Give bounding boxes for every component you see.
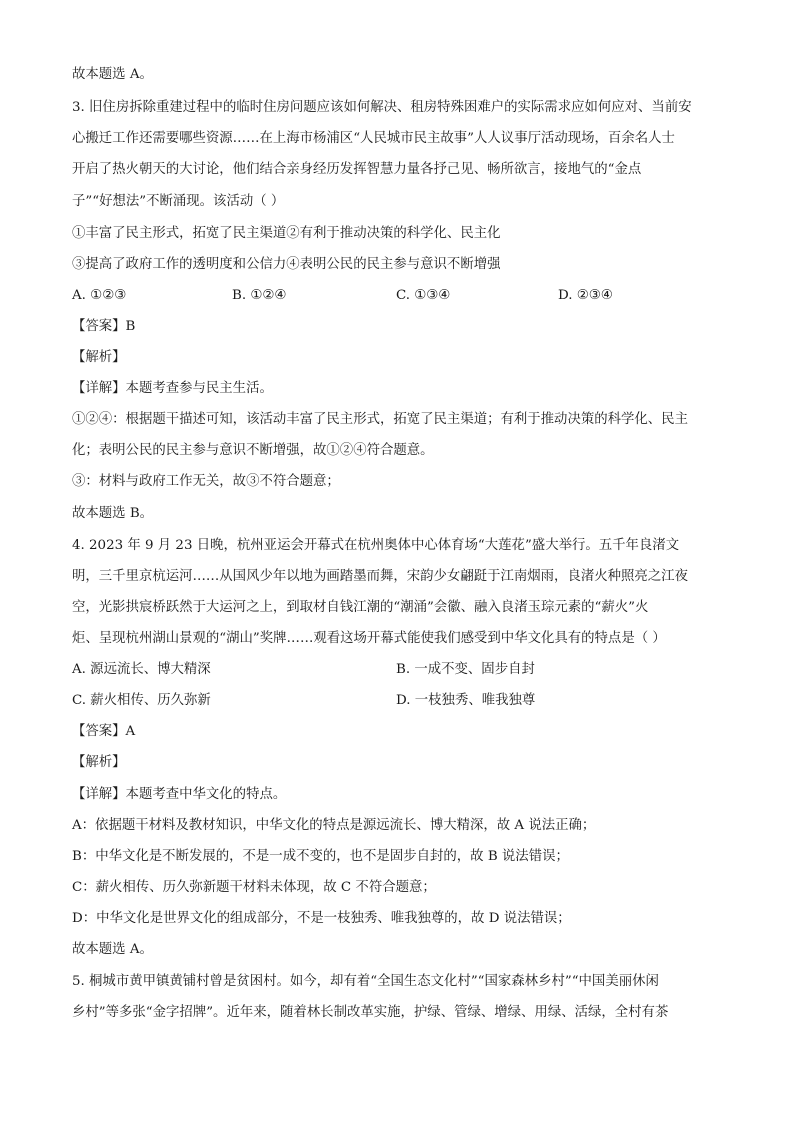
q5-stem-line: 5. 桐城市黄甲镇黄铺村曾是贫困村。如今，却有着“全国生态文化村”“国家森林乡村”“中国美丽休闲 [72, 974, 659, 989]
q4-stem-line: 空，光影拱宸桥跃然于大运河之上，到取材自钱江潮的“潮涌”会徽、融入良渚玉琮元素的“薪火”火 [72, 600, 649, 615]
q4-option-c: C. 薪火相传、历久弥新 [72, 693, 211, 708]
q4-analysis-label: 【解析】 [72, 755, 126, 770]
q3-statement: ③提高了政府工作的透明度和公信力④表明公民的民主参与意识不断增强 [72, 257, 501, 272]
q3-option-b: B. ①②④ [232, 288, 287, 303]
q3-analysis-label: 【解析】 [72, 350, 126, 365]
q3-detail-line: 化；表明公民的民主参与意识不断增强，故①②④符合题意。 [72, 443, 434, 458]
q4-option-a: A. 源远流长、博大精深 [72, 662, 211, 677]
q3-option-c: C. ①③④ [396, 288, 451, 303]
q3-stem-line: 心搬迁工作还需要哪些资源……在上海市杨浦区“人民城市民主故事”人人议事厅活动现场，百余名人士 [72, 131, 675, 146]
q4-option-b: B. 一成不变、固步自封 [396, 662, 535, 677]
q3-stem-line: 3. 旧住房拆除重建过程中的临时住房问题应该如何解决、租房特殊困难户的实际需求应如何应对、当前安 [72, 100, 692, 115]
q3-option-a: A. ①②③ [72, 288, 127, 303]
q3-detail-line: 故本题选 B。 [72, 506, 154, 521]
q3-detail-line: ①②④：根据题干描述可知，该活动丰富了民主形式，拓宽了民主渠道；有利于推动决策的科学化、民主 [72, 412, 688, 427]
q3-detail-line: 【详解】本题考查参与民主生活。 [72, 381, 273, 396]
q4-stem-line: 明，三千里京杭运河……从国风少年以地为画踏墨而舞，宋韵少女翩跹于江南烟雨，良渚火种照亮之江夜 [72, 569, 688, 584]
q4-stem-line: 炬、呈现杭州湖山景观的“湖山”奖牌……观看这场开幕式能使我们感受到中华文化具有的特点是（ ） [72, 631, 666, 646]
q4-detail-line: 【详解】本题考查中华文化的特点。 [72, 787, 287, 802]
q3-stem-line: 子”“好想法”不断涌现。该活动（ ） [72, 194, 285, 209]
q3-option-d: D. ②③④ [558, 288, 613, 303]
q4-detail-line: D：中华文化是世界文化的组成部分，不是一枝独秀、唯我独尊的，故 D 说法错误； [72, 911, 571, 926]
q4-detail-line: B：中华文化是不断发展的，不是一成不变的，也不是固步自封的，故 B 说法错误； [72, 849, 569, 864]
q3-stem-line: 开启了热火朝天的大讨论，他们结合亲身经历发挥智慧力量各抒己见、畅所欲言，接地气的“金点 [72, 162, 642, 177]
q3-detail-line: ③：材料与政府工作无关，故③不符合题意； [72, 474, 340, 489]
q4-detail-line: A：依据题干材料及教材知识，中华文化的特点是源远流长、博大精深，故 A 说法正确； [72, 818, 596, 833]
q4-answer: 【答案】A [72, 724, 136, 739]
q4-stem-line: 4. 2023 年 9 月 23 日晚，杭州亚运会开幕式在杭州奥体中心体育场“大莲花”盛大举行。五千年良渚文 [72, 538, 680, 553]
q4-detail-line: C：薪火相传、历久弥新题干材料未体现，故 C 不符合题意； [72, 880, 436, 895]
q5-stem-line: 乡村”等多张“金字招牌”。近年来，随着林长制改革实施，护绿、管绿、增绿、用绿、活绿，全村有茶 [72, 1005, 669, 1020]
q3-answer: 【答案】B [72, 319, 136, 334]
text-line: 故本题选 A。 [72, 67, 153, 82]
q3-statement: ①丰富了民主形式，拓宽了民主渠道②有利于推动决策的科学化、民主化 [72, 226, 501, 241]
q4-detail-line: 故本题选 A。 [72, 942, 153, 957]
q4-option-d: D. 一枝独秀、唯我独尊 [396, 693, 536, 708]
